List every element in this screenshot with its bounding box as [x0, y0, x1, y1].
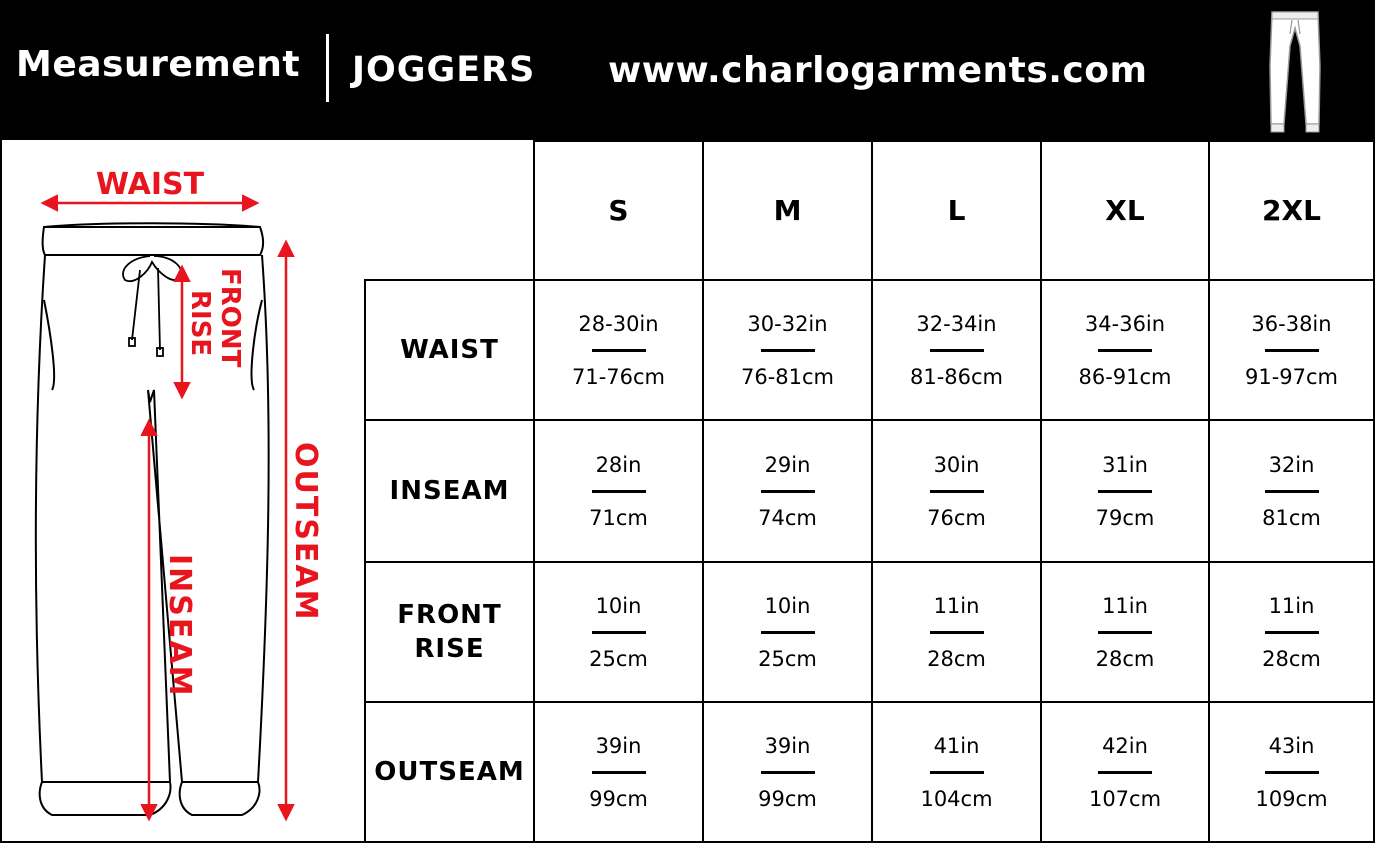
value-cm: 99cm: [758, 786, 817, 811]
table-cell: [533, 701, 704, 843]
value-cm: 28cm: [1262, 646, 1321, 671]
value-inches: 28-30in: [578, 311, 659, 336]
value-divider: [761, 771, 815, 774]
value-cm: 109cm: [1255, 786, 1328, 811]
value-cm: 25cm: [758, 646, 817, 671]
value-cm: 107cm: [1088, 786, 1162, 811]
value-inches: 10in: [764, 593, 811, 618]
size-label: XL: [1105, 194, 1145, 227]
value-inches: 32in: [1268, 452, 1315, 477]
value-inches: 42in: [1102, 733, 1148, 758]
row-label-text: WAIST: [400, 335, 499, 365]
value-cm: 104cm: [920, 786, 993, 811]
row-label-front-rise: [364, 561, 535, 703]
outseam-diagram-label: OUTSEAM: [288, 442, 323, 622]
value-divider: [761, 631, 815, 634]
front-rise-diagram-label-2: RISE: [185, 290, 215, 357]
value-divider: [1098, 771, 1152, 774]
drawstring: [123, 256, 181, 356]
value-cm: 81-86cm: [909, 364, 1004, 389]
value-inches: 43in: [1268, 733, 1315, 758]
table-cell: [702, 701, 873, 843]
value-cm: 74cm: [758, 505, 817, 530]
table-cell: [871, 701, 1042, 843]
table-cell: [1040, 419, 1210, 563]
row-label-text-line-2: RISE: [414, 634, 485, 664]
value-divider: [1265, 349, 1319, 352]
value-divider: [1098, 631, 1152, 634]
table-cell: [1208, 419, 1375, 563]
table-cell: [871, 419, 1042, 563]
header-website-url: www.charlogarments.com: [608, 50, 1148, 91]
row-label-text: OUTSEAM: [374, 757, 525, 787]
value-inches: 36-38in: [1251, 311, 1332, 336]
value-inches: 28in: [595, 452, 642, 477]
table-cell: [1040, 701, 1210, 843]
value-cm: 91-97cm: [1244, 364, 1339, 389]
value-divider: [930, 631, 984, 634]
size-label: L: [947, 194, 966, 227]
value-cm: 25cm: [589, 646, 648, 671]
front-rise-diagram-label-1: FRONT: [215, 268, 245, 368]
value-cm: 76cm: [927, 505, 986, 530]
table-cell: [702, 419, 873, 563]
value-inches: 10in: [595, 593, 642, 618]
header-bar: [0, 0, 1375, 140]
table-cell: [1040, 279, 1210, 421]
value-inches: 30-32in: [747, 311, 828, 336]
value-divider: [761, 490, 815, 493]
value-divider: [1098, 490, 1152, 493]
value-cm: 28cm: [1095, 646, 1155, 671]
joggers-diagram: [0, 140, 364, 843]
table-cell: [871, 561, 1042, 703]
value-divider: [761, 349, 815, 352]
value-cm: 71cm: [589, 505, 648, 530]
size-header-s: [533, 140, 704, 281]
value-divider: [592, 771, 646, 774]
row-label-text: INSEAM: [389, 476, 510, 506]
value-inches: 39in: [764, 733, 811, 758]
value-cm: 76-81cm: [740, 364, 835, 389]
value-cm: 79cm: [1095, 505, 1155, 530]
joggers-icon: [1262, 6, 1328, 136]
value-divider: [592, 349, 646, 352]
table-cell: [533, 419, 704, 563]
value-inches: 30in: [933, 452, 980, 477]
header-product-label: JOGGERS: [352, 50, 536, 90]
header-measurement-label: Measurement: [16, 44, 301, 85]
value-inches: 11in: [1102, 593, 1148, 618]
row-label-waist: [364, 279, 535, 421]
row-label-outseam: [364, 701, 535, 843]
value-divider: [930, 771, 984, 774]
table-cell: [533, 279, 704, 421]
value-inches: 11in: [1268, 593, 1315, 618]
value-divider: [930, 490, 984, 493]
table-cell: [1208, 701, 1375, 843]
inseam-diagram-label: INSEAM: [162, 554, 197, 698]
table-cell: [533, 561, 704, 703]
value-inches: 34-36in: [1084, 311, 1166, 336]
value-inches: 39in: [595, 733, 642, 758]
table-cell: [702, 279, 873, 421]
header-divider: [326, 34, 329, 102]
size-header-xl: [1040, 140, 1210, 281]
table-cell: [1208, 279, 1375, 421]
waist-diagram-label: WAIST: [95, 167, 205, 202]
size-label: M: [773, 194, 802, 227]
size-header-m: [702, 140, 873, 281]
table-cell: [1208, 561, 1375, 703]
table-cell: [1040, 561, 1210, 703]
value-inches: 29in: [764, 452, 811, 477]
value-divider: [1265, 631, 1319, 634]
value-cm: 86-91cm: [1078, 364, 1172, 389]
value-divider: [592, 631, 646, 634]
value-cm: 28cm: [927, 646, 986, 671]
value-inches: 11in: [933, 593, 980, 618]
value-cm: 81cm: [1262, 505, 1321, 530]
value-divider: [1265, 490, 1319, 493]
size-label: S: [608, 194, 629, 227]
size-header-2xl: [1208, 140, 1375, 281]
size-header-l: [871, 140, 1042, 281]
value-divider: [1098, 349, 1152, 352]
value-divider: [1265, 771, 1319, 774]
table-cell: [702, 561, 873, 703]
value-inches: 31in: [1102, 452, 1148, 477]
table-cell: [871, 279, 1042, 421]
value-divider: [930, 349, 984, 352]
value-cm: 99cm: [589, 786, 648, 811]
size-label: 2XL: [1262, 194, 1321, 227]
value-cm: 71-76cm: [571, 364, 666, 389]
value-inches: 32-34in: [916, 311, 997, 336]
value-divider: [592, 490, 646, 493]
row-label-text-line-1: FRONT: [397, 600, 502, 630]
row-label-inseam: [364, 419, 535, 563]
value-inches: 41in: [933, 733, 980, 758]
